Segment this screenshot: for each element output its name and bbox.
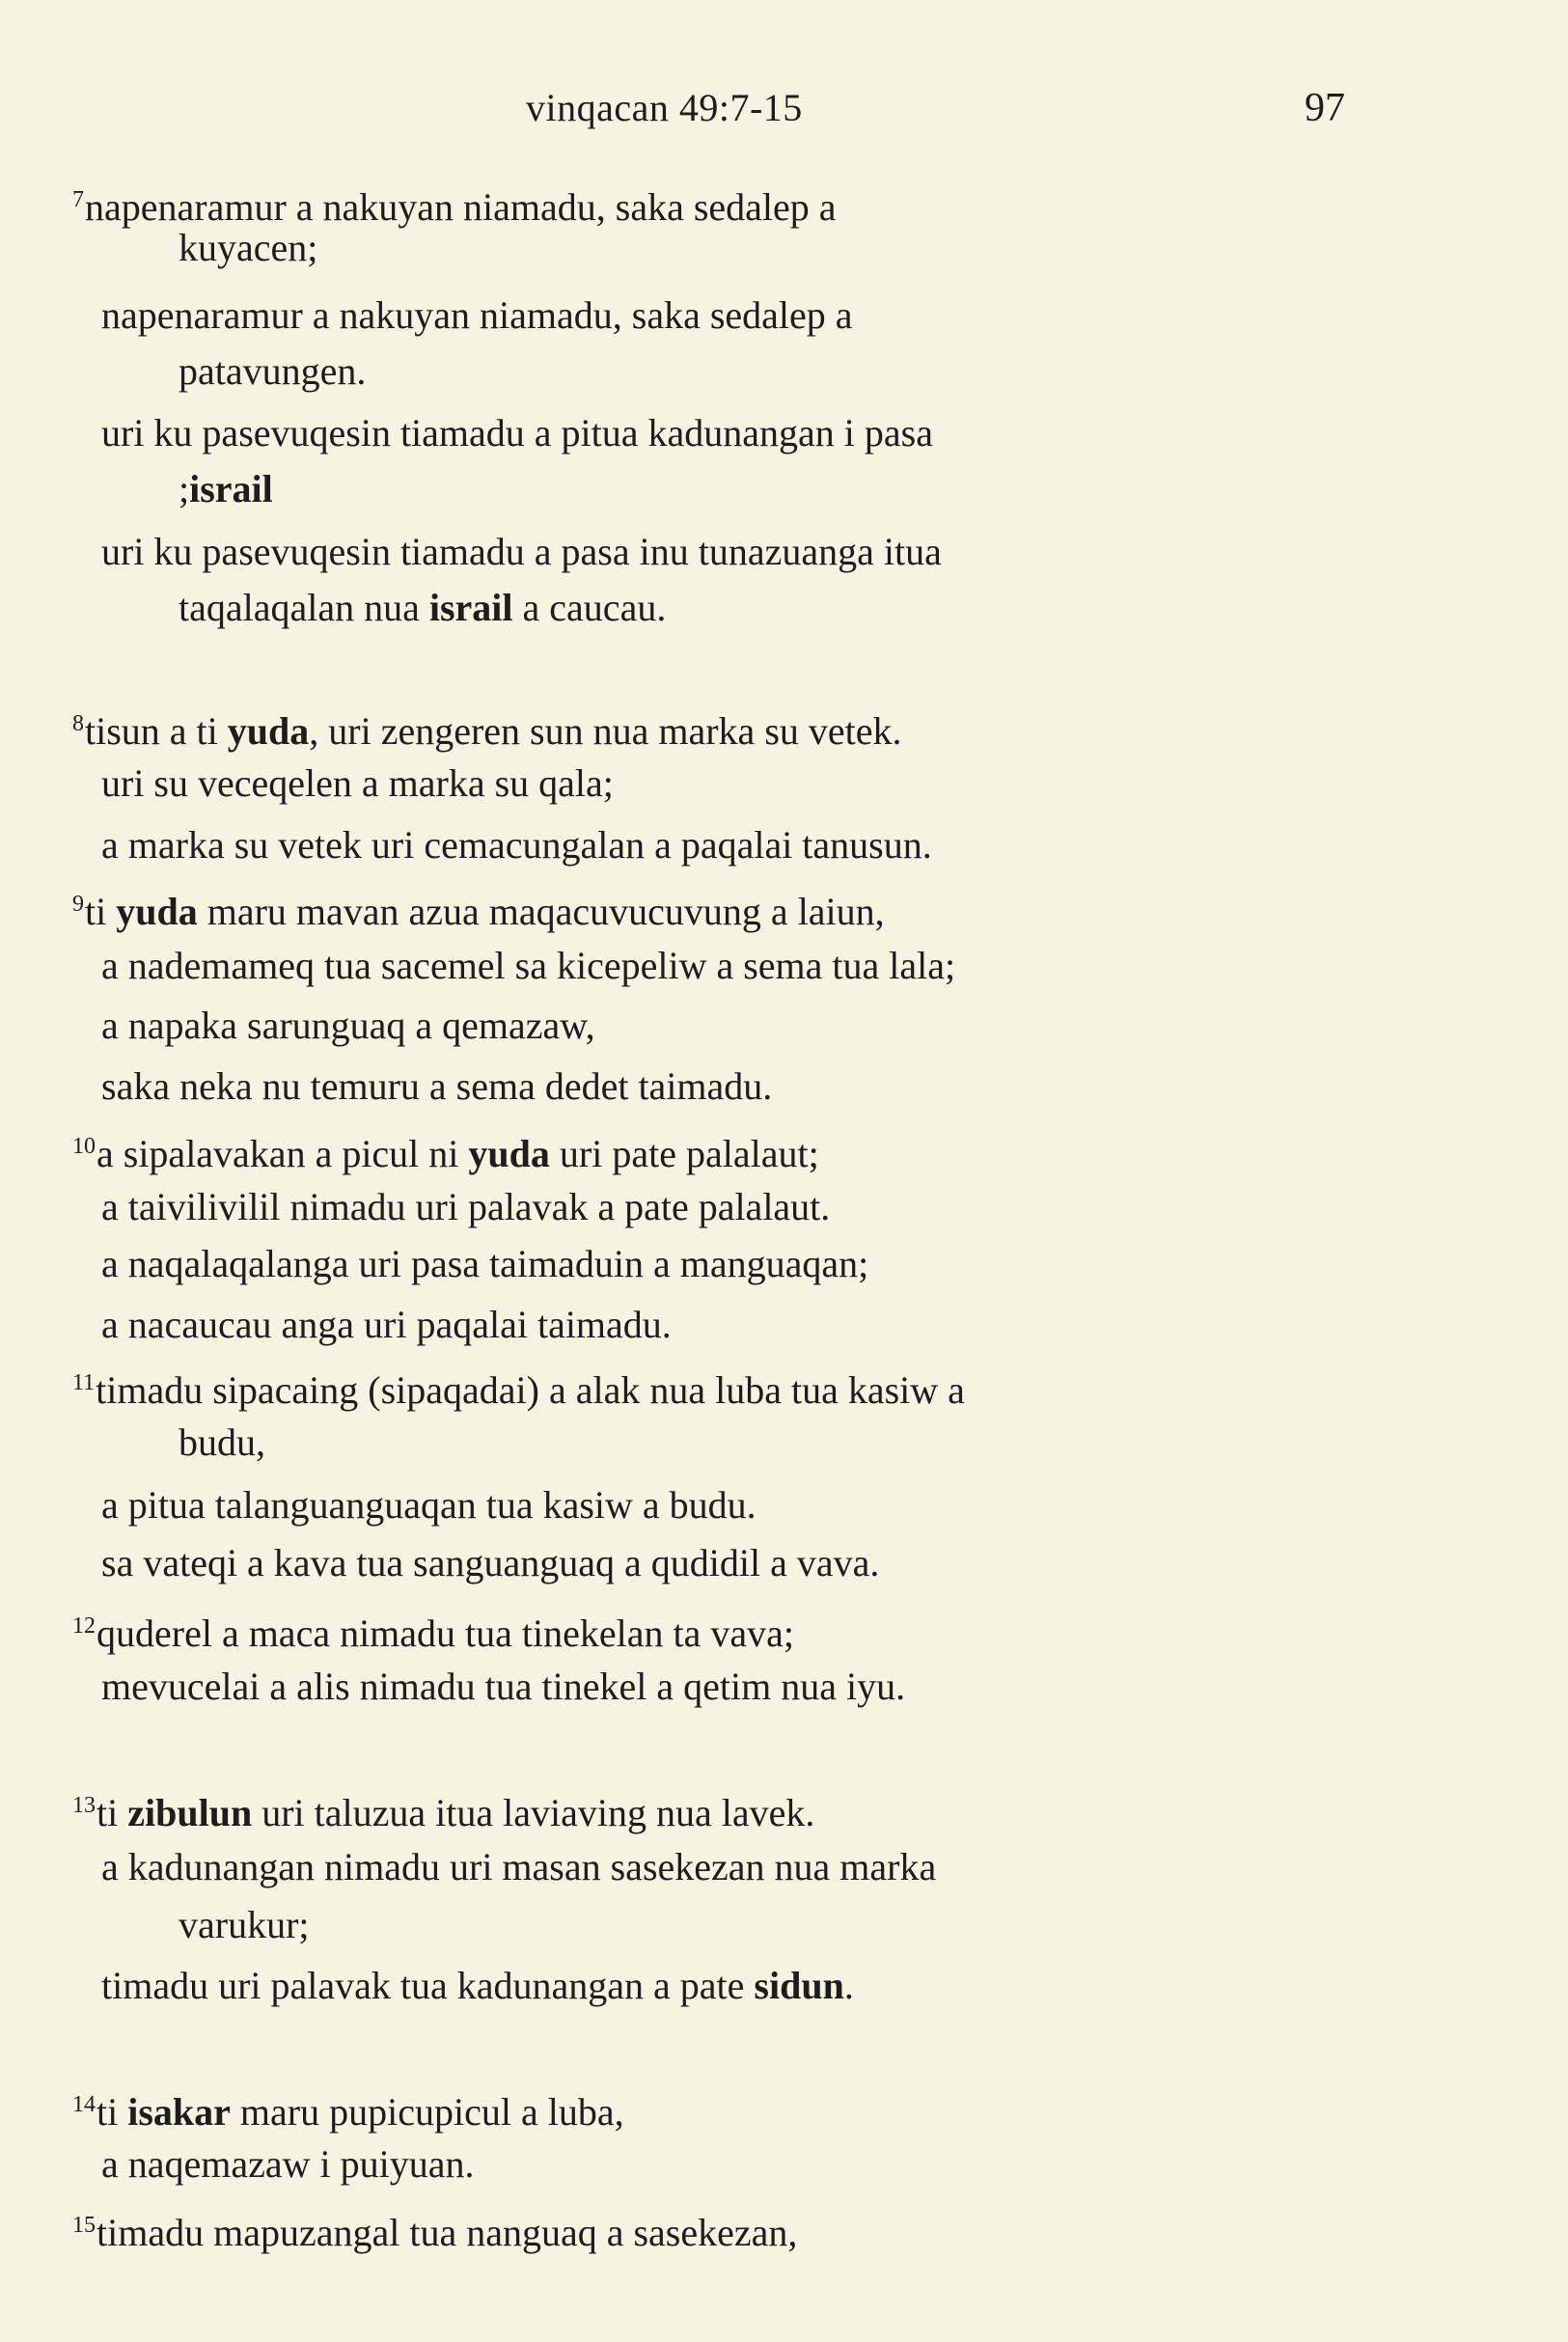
- line-text: varukur;: [179, 1903, 310, 1946]
- proper-name: isakar: [127, 2090, 231, 2134]
- line-text: a nademameq tua sacemel sa kicepeliw a sema tua lala;: [101, 944, 956, 987]
- line-text-after: maru pupicupicul a luba,: [230, 2090, 624, 2134]
- text-line: [101, 1241, 868, 1287]
- verse-line-15: [72, 2202, 797, 2256]
- line-text: a naqalaqalanga uri pasa taimaduin a manguaqan;: [101, 1242, 869, 1285]
- proper-name: yuda: [116, 890, 198, 933]
- line-text: ti: [85, 890, 117, 933]
- text-line: [179, 225, 317, 271]
- text-line: [101, 292, 853, 339]
- verse-number: 15: [72, 2213, 96, 2238]
- line-text: ;: [179, 467, 190, 510]
- proper-name: zibulun: [127, 1791, 253, 1834]
- line-text: uri su veceqelen a marka su qala;: [101, 761, 614, 805]
- text-line: [101, 822, 932, 868]
- text-line: [101, 529, 942, 575]
- line-text: napenaramur a nakuyan niamadu, saka sedalep a: [85, 185, 837, 229]
- text-line: [101, 2141, 475, 2188]
- text-line: [101, 1540, 879, 1586]
- verse-line-13: [72, 1782, 814, 1836]
- verse-number: 13: [72, 1793, 96, 1818]
- line-text: ti: [96, 2090, 128, 2134]
- verse-number: 9: [72, 892, 84, 917]
- proper-name: israil: [189, 467, 273, 510]
- line-text: uri ku pasevuqesin tiamadu a pasa inu tunazuanga itua: [101, 530, 942, 573]
- text-line: [101, 1302, 672, 1348]
- verse-line-11: [72, 1360, 965, 1414]
- line-text: quderel a maca nimadu tua tinekelan ta vava;: [96, 1612, 795, 1655]
- line-text-after: a caucau.: [512, 586, 667, 629]
- line-text: a napaka sarunguaq a qemazaw,: [101, 1004, 595, 1047]
- text-line: [101, 1003, 595, 1049]
- verse-number: 7: [72, 187, 84, 212]
- line-text: patavungen.: [179, 349, 367, 393]
- line-text: a marka su vetek uri cemacungalan a paqalai tanusun.: [101, 823, 932, 867]
- line-text: timadu mapuzangal tua nanguaq a sasekezan,: [96, 2211, 798, 2254]
- line-text: timadu sipacaing (sipaqadai) a alak nua luba tua kasiw a: [96, 1368, 965, 1412]
- line-text: a naqemazaw i puiyuan.: [101, 2142, 475, 2186]
- running-head: vinqacan 49:7-15: [526, 86, 803, 129]
- verse-line-7: [72, 177, 837, 231]
- text-line: [101, 760, 614, 807]
- verse-line-12: [72, 1603, 794, 1657]
- line-text: a kadunangan nimadu uri masan sasekezan nua marka: [101, 1845, 937, 1888]
- text-line: [179, 585, 666, 631]
- text-line: [179, 1419, 265, 1466]
- text-line: [101, 1664, 905, 1710]
- verse-number: 14: [72, 2092, 96, 2117]
- line-text: a nacaucau anga uri paqalai taimadu.: [101, 1303, 672, 1346]
- line-text-after: maru mavan azua maqacuvucuvung a laiun,: [197, 890, 885, 933]
- line-text: kuyacen;: [179, 226, 318, 269]
- verse-line-9: [72, 881, 885, 935]
- proper-name: yuda: [468, 1132, 550, 1175]
- page-number: 97: [1305, 86, 1345, 130]
- line-text-after: uri taluzua itua laviaving nua lavek.: [252, 1791, 815, 1834]
- line-text: a sipalavakan a picul ni: [96, 1132, 469, 1175]
- proper-name: yuda: [227, 709, 310, 753]
- proper-name: israil: [428, 586, 513, 629]
- line-text: budu,: [179, 1420, 265, 1464]
- line-text-after: .: [843, 1964, 854, 2007]
- proper-name: sidun: [754, 1964, 844, 2007]
- verse-line-8: [72, 701, 902, 755]
- text-line: [179, 466, 273, 512]
- line-text: a taivilivilil nimadu uri palavak a pate palalaut.: [101, 1185, 831, 1228]
- line-text-after: uri pate palalaut;: [549, 1132, 819, 1175]
- verse-number: 8: [72, 711, 84, 736]
- verse-number: 10: [72, 1134, 96, 1159]
- text-line: [101, 1963, 854, 2009]
- text-line: [101, 1184, 830, 1230]
- verse-line-14: [72, 2081, 624, 2135]
- text-line: [101, 410, 933, 456]
- verse-number: 12: [72, 1613, 96, 1639]
- line-text: uri ku pasevuqesin tiamadu a pitua kadunangan i pasa: [101, 411, 933, 455]
- verse-number: 11: [72, 1370, 96, 1395]
- line-text: napenaramur a nakuyan niamadu, saka sedalep a: [101, 293, 853, 337]
- line-text: saka neka nu temuru a sema dedet taimadu.: [101, 1064, 773, 1108]
- line-text: tisun a ti: [85, 709, 228, 753]
- text-line: [101, 1482, 756, 1529]
- line-text: sa vateqi a kava tua sanguanguaq a qudidil a vava.: [101, 1541, 880, 1584]
- text-line: [179, 1902, 310, 1948]
- line-text: mevucelai a alis nimadu tua tinekel a qetim nua iyu.: [101, 1665, 906, 1708]
- line-text: timadu uri palavak tua kadunangan a pate: [101, 1964, 755, 2007]
- text-line: [179, 348, 366, 395]
- line-text: a pitua talanguanguaqan tua kasiw a budu.: [101, 1483, 756, 1527]
- text-line: [101, 1063, 772, 1110]
- line-text-after: , uri zengeren sun nua marka su vetek.: [309, 709, 902, 753]
- line-text: taqalaqalan nua: [179, 586, 429, 629]
- text-line: [101, 943, 955, 989]
- line-text: ti: [96, 1791, 128, 1834]
- verse-line-10: [72, 1123, 819, 1177]
- text-line: [101, 1844, 936, 1890]
